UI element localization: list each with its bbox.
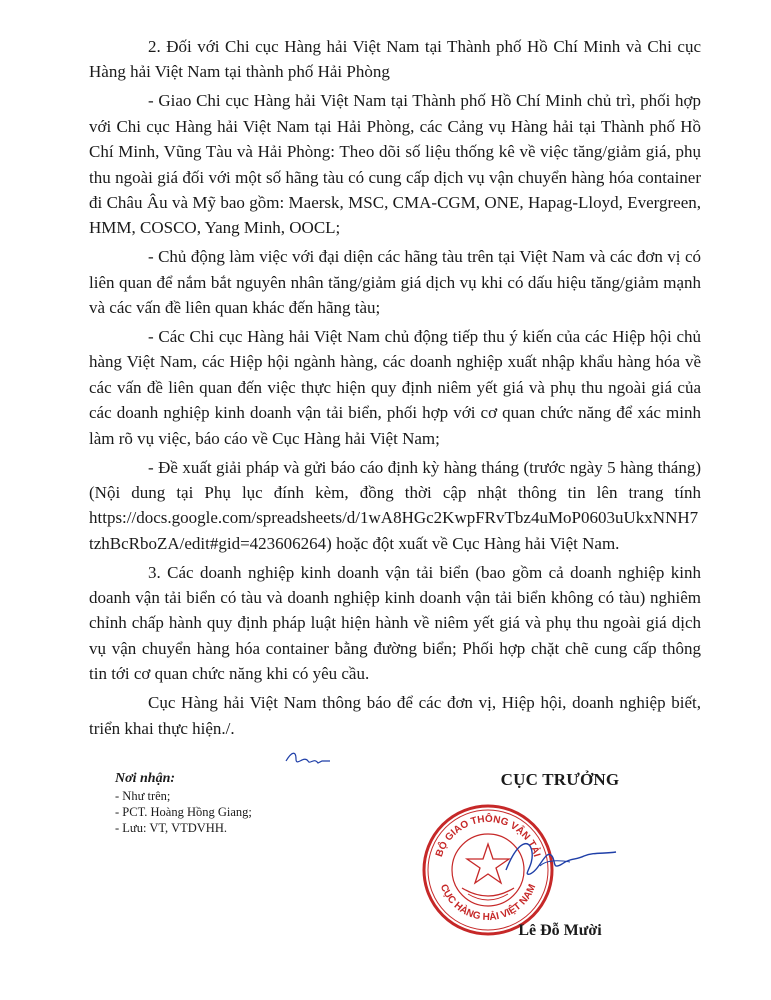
handwritten-signature (500, 830, 620, 890)
recipient-item: - Như trên; (115, 789, 171, 803)
paragraph-work-with-lines: - Chủ động làm việc với đại diện các hãng tàu trên tại Việt Nam và các đơn vị có liên quan để nắm bắt nguyên nhân tăng/giảm giá dịch vụ khi có dấu hiệu tăng/giảm mạnh và các vấn đề liên quan khác đến hãng tàu; (89, 247, 701, 318)
seal-text-top: BỘ GIAO THÔNG VẬN TẢI (433, 813, 543, 859)
document-body (89, 34, 701, 744)
seal-text-bottom: CỤC HÀNG HẢI VIỆT NAM (437, 882, 539, 924)
paragraph-closing: Cục Hàng hải Việt Nam thông báo để các đơn vị, Hiệp hội, doanh nghiệp biết, triển khai thực hiện./. (89, 693, 701, 738)
signer-title: CỤC TRƯỞNG (500, 770, 620, 789)
recipient-item: - Lưu: VT, VTDVHH. (115, 821, 227, 835)
paragraph-report: - Đề xuất giải pháp và gửi báo cáo định kỳ hàng tháng (trước ngày 5 hàng tháng) (Nội dung tại Phụ lục đính kèm, đồng thời cập nhật thông tin lên trang tính https://docs.google.com/spreadsheets/d/1wA8HGc2KwpFRvTbz4uMoP0603uUkxNNH7tzhBcRboZA/edit#gid=423606264) hoặc đột xuất về Cục Hàng hải Việt Nam. (89, 457, 701, 553)
recipients-heading: Nơi nhận: (115, 771, 176, 786)
paragraph-collect-opinions: - Các Chi cục Hàng hải Việt Nam chủ động tiếp thu ý kiến của các Hiệp hội chủ hàng Việt Nam, các Hiệp hội ngành hàng, các doanh nghiệp xuất nhập khẩu hàng hóa về các vấn đề liên quan đến việc thực hiện quy định niêm yết giá và phụ thu ngoài giá của các doanh nghiệp kinh doanh vận tải biển, phối hợp với cơ quan chức năng để xác minh làm rõ vụ việc, báo cáo về Cục Hàng hải Việt Nam; (89, 326, 701, 448)
paragraph-section-2: 2. Đối với Chi cục Hàng hải Việt Nam tại Thành phố Hồ Chí Minh và Chi cục Hàng hải Việt Nam tại thành phố Hải Phòng (89, 37, 701, 82)
paragraph-assign-hcm: - Giao Chi cục Hàng hải Việt Nam tại Thành phố Hồ Chí Minh chủ trì, phối hợp với Chi cục Hàng hải Việt Nam tại Hải Phòng, các Cảng vụ Hàng hải tại Thành phố Hồ Chí Minh, Vũng Tàu và Hải Phòng: Theo dõi số liệu thống kê về việc tăng/giảm giá, phụ thu ngoài giá đối với một số hãng tàu có cung cấp dịch vụ vận chuyển hàng hóa container đi Châu Âu và Mỹ bao gồm: Maersk, MSC, CMA-CGM, ONE, Hapag-Lloyd, Evergreen, HMM, COSCO, Yang Minh, OOCL; (89, 91, 701, 238)
recipient-item: - PCT. Hoàng Hồng Giang; (115, 805, 252, 819)
paragraph-section-3: 3. Các doanh nghiệp kinh doanh vận tải biển (bao gồm cả doanh nghiệp kinh doanh vận tải biển có tàu và doanh nghiệp kinh doanh vận tải biển không có tàu) nghiêm chỉnh chấp hành quy định pháp luật hiện hành về niêm yết giá và phụ thu ngoài giá dịch vụ vận chuyển hàng hóa container bằng đường biển; Phối hợp chặt chẽ cung cấp thông tin tới cơ quan chức năng khi có yêu cầu. (89, 562, 701, 684)
signer-name: Lê Đỗ Mười (518, 922, 602, 939)
recipients-block (115, 770, 335, 836)
